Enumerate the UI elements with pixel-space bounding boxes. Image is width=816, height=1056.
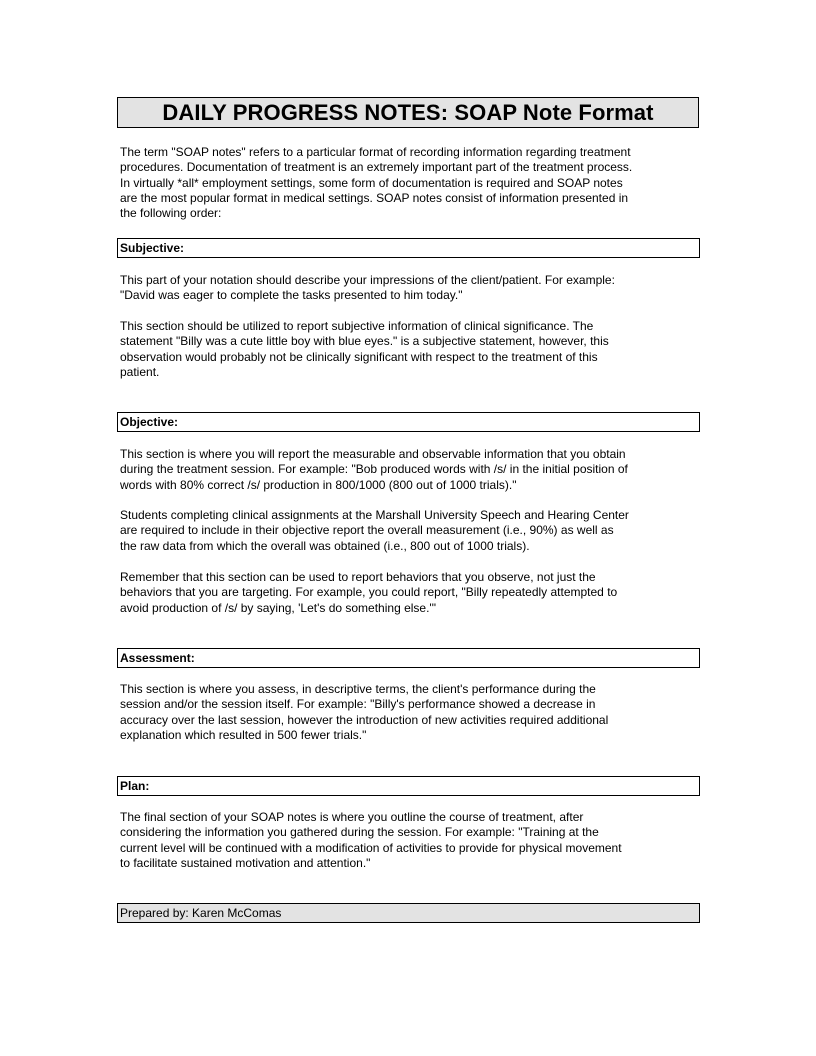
section-heading-assessment: Assessment: xyxy=(117,648,700,668)
section-heading-plan: Plan: xyxy=(117,776,700,796)
section-heading-objective: Objective: xyxy=(117,412,700,432)
section-heading-subjective: Subjective: xyxy=(117,238,700,258)
intro-paragraph: The term "SOAP notes" refers to a particular format of recording information regarding treatment procedures. Documentation of treatment is an extremely important part of the treatment process. In virtually *all* employment settings, some form of documentation is required and SOAP notes are the most popular format in medical settings. SOAP notes consist of information presented in the following order: xyxy=(120,145,633,221)
page-title: DAILY PROGRESS NOTES: SOAP Note Format xyxy=(117,97,699,128)
objective-paragraph-1: This section is where you will report the measurable and observable information that you obtain during the treatment session. For example: "Bob produced words with /s/ in the initial position of words with 80% correct /s/ production in 800/1000 (800 out of 1000 trials)." xyxy=(120,447,628,492)
assessment-paragraph-1: This section is where you assess, in descriptive terms, the client's performance during the session and/or the session itself. For example: "Billy's performance showed a decrease in accuracy over the last session, however the introduction of new activities required additional explanation which resulted in 500 fewer trials." xyxy=(120,682,609,742)
subjective-paragraph-1: This part of your notation should describe your impressions of the client/patient. For example: "David was eager to complete the tasks presented to him today." xyxy=(120,273,615,303)
objective-paragraph-3: Remember that this section can be used to report behaviors that you observe, not just the behaviors that you are targeting. For example, you could report, "Billy repeatedly attempted to avoid production of /s/ by saying, 'Let's do something else.'" xyxy=(120,570,618,615)
prepared-by-footer: Prepared by: Karen McComas xyxy=(117,903,700,923)
plan-paragraph-1: The final section of your SOAP notes is where you outline the course of treatment, after considering the information you gathered during the session. For example: "Training at the current level will be continued with a modification of activities to provide for physical movement to facilitate sustained motivation and attention." xyxy=(120,810,622,870)
objective-paragraph-2: Students completing clinical assignments at the Marshall University Speech and Hearing Center are required to include in their objective report the overall measurement (i.e., 90%) as well as the raw data from which the overall was obtained (i.e., 800 out of 1000 trials). xyxy=(120,508,629,553)
subjective-paragraph-2: This section should be utilized to report subjective information of clinical significance. The statement "Billy was a cute little boy with blue eyes." is a subjective statement, however, this observation would probably not be clinically significant with respect to the treatment of this patient. xyxy=(120,319,609,379)
